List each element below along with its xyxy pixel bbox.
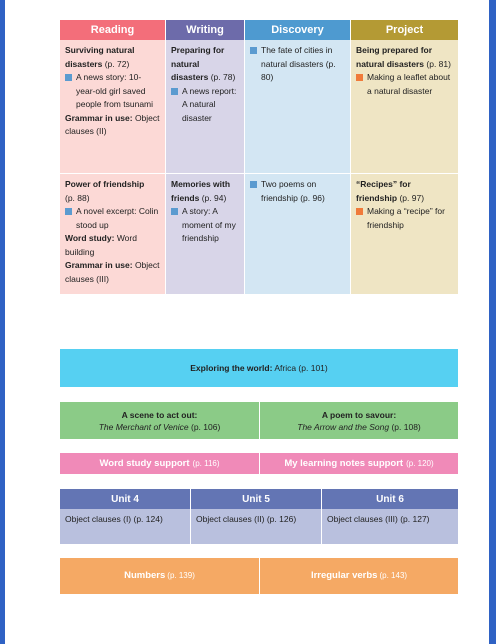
writing-item-text: A news report: A natural disaster (182, 85, 237, 123)
unit-6-cell: Object clauses (III) (p. 127) (322, 509, 458, 544)
irregular-verbs-label: Irregular verbs (310, 570, 378, 581)
header-reading: Reading (60, 20, 166, 40)
unit-4-cell: Object clauses (I) (p. 124) (60, 509, 191, 544)
discovery-item-text: The fate of cities in natural disasters (p. 80) (261, 45, 336, 82)
project-item-text: Making a leaflet about a natural disaster (367, 72, 451, 96)
discovery-item-text: Two poems on friendship (p. 96) (261, 179, 325, 203)
header-discovery: Discovery (245, 20, 351, 40)
scene-to-act-out (60, 402, 259, 439)
orange-square-icon (356, 208, 363, 215)
word-study-label: Word study: (65, 233, 115, 243)
reading-title: Surviving natural disasters (65, 45, 135, 69)
reading-item (65, 71, 160, 112)
units-header-row (60, 489, 458, 509)
appendix-band (60, 558, 458, 594)
units-body-row (60, 509, 458, 544)
irregular-verbs-page: (p. 143) (379, 571, 408, 580)
project-page: (p. 81) (426, 58, 451, 69)
discovery-item (250, 178, 345, 205)
discovery-cell-1 (245, 40, 351, 173)
header-project: Project (351, 20, 458, 40)
word-study-support-label: Word study support (99, 457, 190, 469)
writing-item (171, 205, 239, 246)
grid-row-1 (60, 40, 458, 174)
project-title: “Recipes” for friendship (356, 179, 411, 203)
word-study-support (60, 453, 259, 474)
writing-cell-2 (166, 174, 245, 294)
writing-page: (p. 78) (210, 72, 236, 82)
poem-work: The Arrow and the Song (297, 421, 390, 432)
unit-5-cell: Object clauses (II) (p. 126) (191, 509, 322, 544)
writing-title: Memories with friends (171, 179, 231, 203)
reading-item (65, 205, 160, 232)
left-frame-border (0, 0, 5, 644)
writing-cell-1 (166, 40, 245, 173)
header-writing: Writing (166, 20, 245, 40)
blue-square-icon (250, 47, 257, 54)
blue-square-icon (65, 208, 72, 215)
exploring-world-band (60, 349, 458, 387)
explore-label: Exploring the world: (190, 363, 273, 373)
unit-4-header: Unit 4 (60, 489, 191, 509)
discovery-item (250, 44, 345, 85)
reading-page: (p. 88) (65, 192, 90, 203)
grammar-text: Object clauses (III) (65, 260, 160, 284)
reading-item-text: A news story: 10-year-old girl saved people from tsunami (76, 72, 154, 109)
word-study-support-page: (p. 116) (192, 458, 220, 468)
orange-square-icon (356, 74, 363, 81)
project-page: (p. 97) (399, 192, 425, 203)
support-band (60, 453, 458, 474)
irregular-verbs-appendix (259, 558, 458, 594)
learning-notes-support (259, 453, 458, 474)
reading-cell-2 (60, 174, 166, 294)
blue-square-icon (171, 208, 178, 215)
scene-poem-band (60, 402, 458, 439)
reading-cell-1 (60, 40, 166, 173)
scene-title: A scene to act out: (121, 409, 198, 420)
blue-square-icon (250, 181, 257, 188)
reading-item-text: A novel excerpt: Colin stood up (76, 206, 159, 230)
project-cell-1 (351, 40, 458, 173)
learning-notes-support-page: (p. 120) (406, 458, 434, 468)
scene-work: The Merchant of Venice (98, 421, 189, 432)
blue-square-icon (65, 74, 72, 81)
blue-square-icon (171, 88, 178, 95)
writing-page: (p. 94) (201, 192, 227, 203)
learning-notes-support-label: My learning notes support (284, 457, 404, 469)
numbers-appendix (60, 558, 259, 594)
units-table (60, 489, 458, 544)
numbers-page: (p. 139) (167, 571, 195, 580)
unit-6-header: Unit 6 (322, 489, 458, 509)
numbers-label: Numbers (124, 570, 166, 581)
word-study-text: Word building (65, 233, 137, 257)
grid-header-row (60, 20, 458, 40)
reading-title: Power of friendship (65, 179, 145, 189)
project-item (356, 205, 453, 232)
right-frame-border (489, 0, 496, 644)
discovery-cell-2 (245, 174, 351, 294)
grid-row-2 (60, 174, 458, 294)
writing-item-text: A story: A moment of my friendship (182, 206, 236, 243)
poem-page: (p. 108) (391, 421, 421, 432)
project-item-text: Making a “recipe” for friendship (367, 206, 445, 230)
scene-page: (p. 106) (191, 421, 221, 432)
grammar-text: Object clauses (II) (65, 112, 160, 136)
writing-title: Preparing for natural disasters (171, 45, 225, 82)
unit-5-header: Unit 5 (191, 489, 322, 509)
project-item (356, 71, 453, 98)
contents-grid (60, 20, 458, 294)
explore-text: Africa (p. 101) (274, 363, 328, 373)
writing-item (171, 85, 239, 126)
reading-page: (p. 72) (104, 58, 130, 69)
project-title: Being prepared for natural disasters (356, 45, 433, 69)
grammar-label: Grammar in use: (65, 260, 133, 270)
grammar-label: Grammar in use: (65, 112, 133, 123)
poem-to-savour (259, 402, 458, 439)
project-cell-2 (351, 174, 458, 294)
poem-title: A poem to savour: (321, 409, 397, 420)
